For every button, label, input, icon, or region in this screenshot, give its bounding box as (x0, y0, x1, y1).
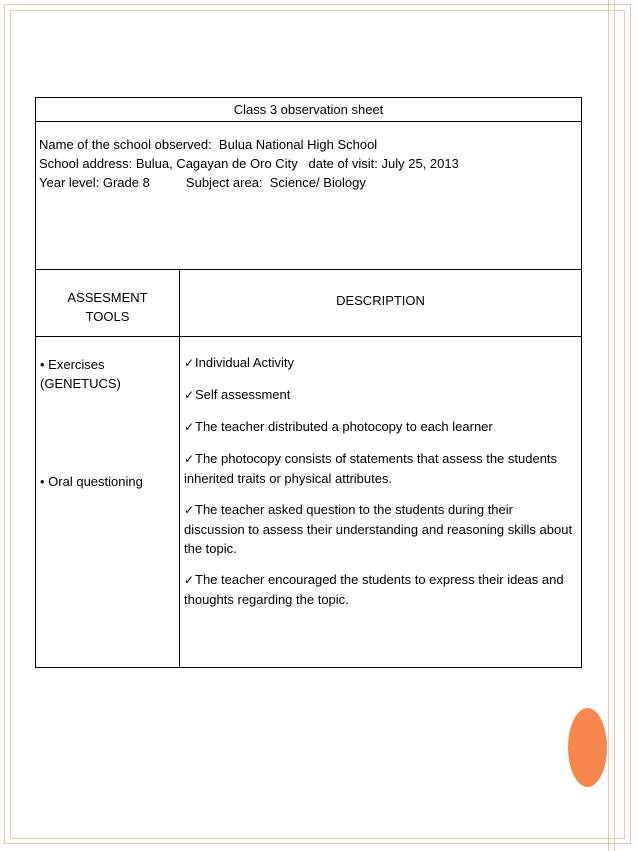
list-item (184, 570, 575, 609)
description-text: The teacher encouraged the students to express their ideas and thoughts regarding the topic. (184, 572, 564, 607)
description-text: Self assessment (195, 387, 291, 402)
check-mark-icon: ✓ (184, 356, 195, 370)
info-row (36, 122, 582, 270)
decorative-orange-oval (568, 708, 607, 787)
list-item (184, 500, 575, 558)
school-info (36, 122, 582, 270)
header-row (36, 270, 582, 337)
title-row (36, 98, 582, 122)
year-level-line: Year level: Grade 8 Subject area: Science/ Biology (39, 175, 366, 190)
check-mark-icon: ✓ (184, 420, 195, 434)
frame-edge-line (614, 0, 615, 851)
description-text: The photocopy consists of statements that assess the students inherited traits or physical attributes. (184, 451, 558, 486)
sheet-title: Class 3 observation sheet (36, 98, 582, 122)
frame-edge-line (608, 0, 609, 851)
header-assessment-tools (36, 270, 180, 337)
content-row (36, 337, 582, 668)
school-name-line: Name of the school observed: Bulua National High School (39, 137, 378, 152)
tool-oral-questioning: • Oral questioning (40, 474, 143, 489)
description-text: Individual Activity (195, 355, 294, 370)
header-description: DESCRIPTION (180, 270, 582, 337)
list-item (184, 417, 575, 437)
observation-sheet-table (35, 97, 582, 668)
description-text: The teacher asked question to the students during their discussion to assess their understanding and reasoning skills about the topic. (184, 502, 573, 556)
school-address-line: School address: Bulua, Cagayan de Oro City date of visit: July 25, 2013 (39, 156, 459, 171)
list-item (184, 353, 575, 373)
list-item (184, 449, 575, 488)
list-item (184, 385, 575, 405)
tool-exercises-topic: (GENETUCS) (40, 376, 121, 391)
check-mark-icon: ✓ (184, 452, 195, 466)
description-text: The teacher distributed a photocopy to each learner (195, 419, 493, 434)
description-cell (180, 337, 582, 668)
check-mark-icon: ✓ (184, 503, 195, 517)
tools-cell (36, 337, 180, 668)
header-tools-line1: ASSESMENT (67, 290, 148, 305)
header-tools-line2: TOOLS (85, 309, 130, 324)
tool-exercises: • Exercises (40, 357, 105, 372)
check-mark-icon: ✓ (184, 573, 195, 587)
check-mark-icon: ✓ (184, 388, 195, 402)
